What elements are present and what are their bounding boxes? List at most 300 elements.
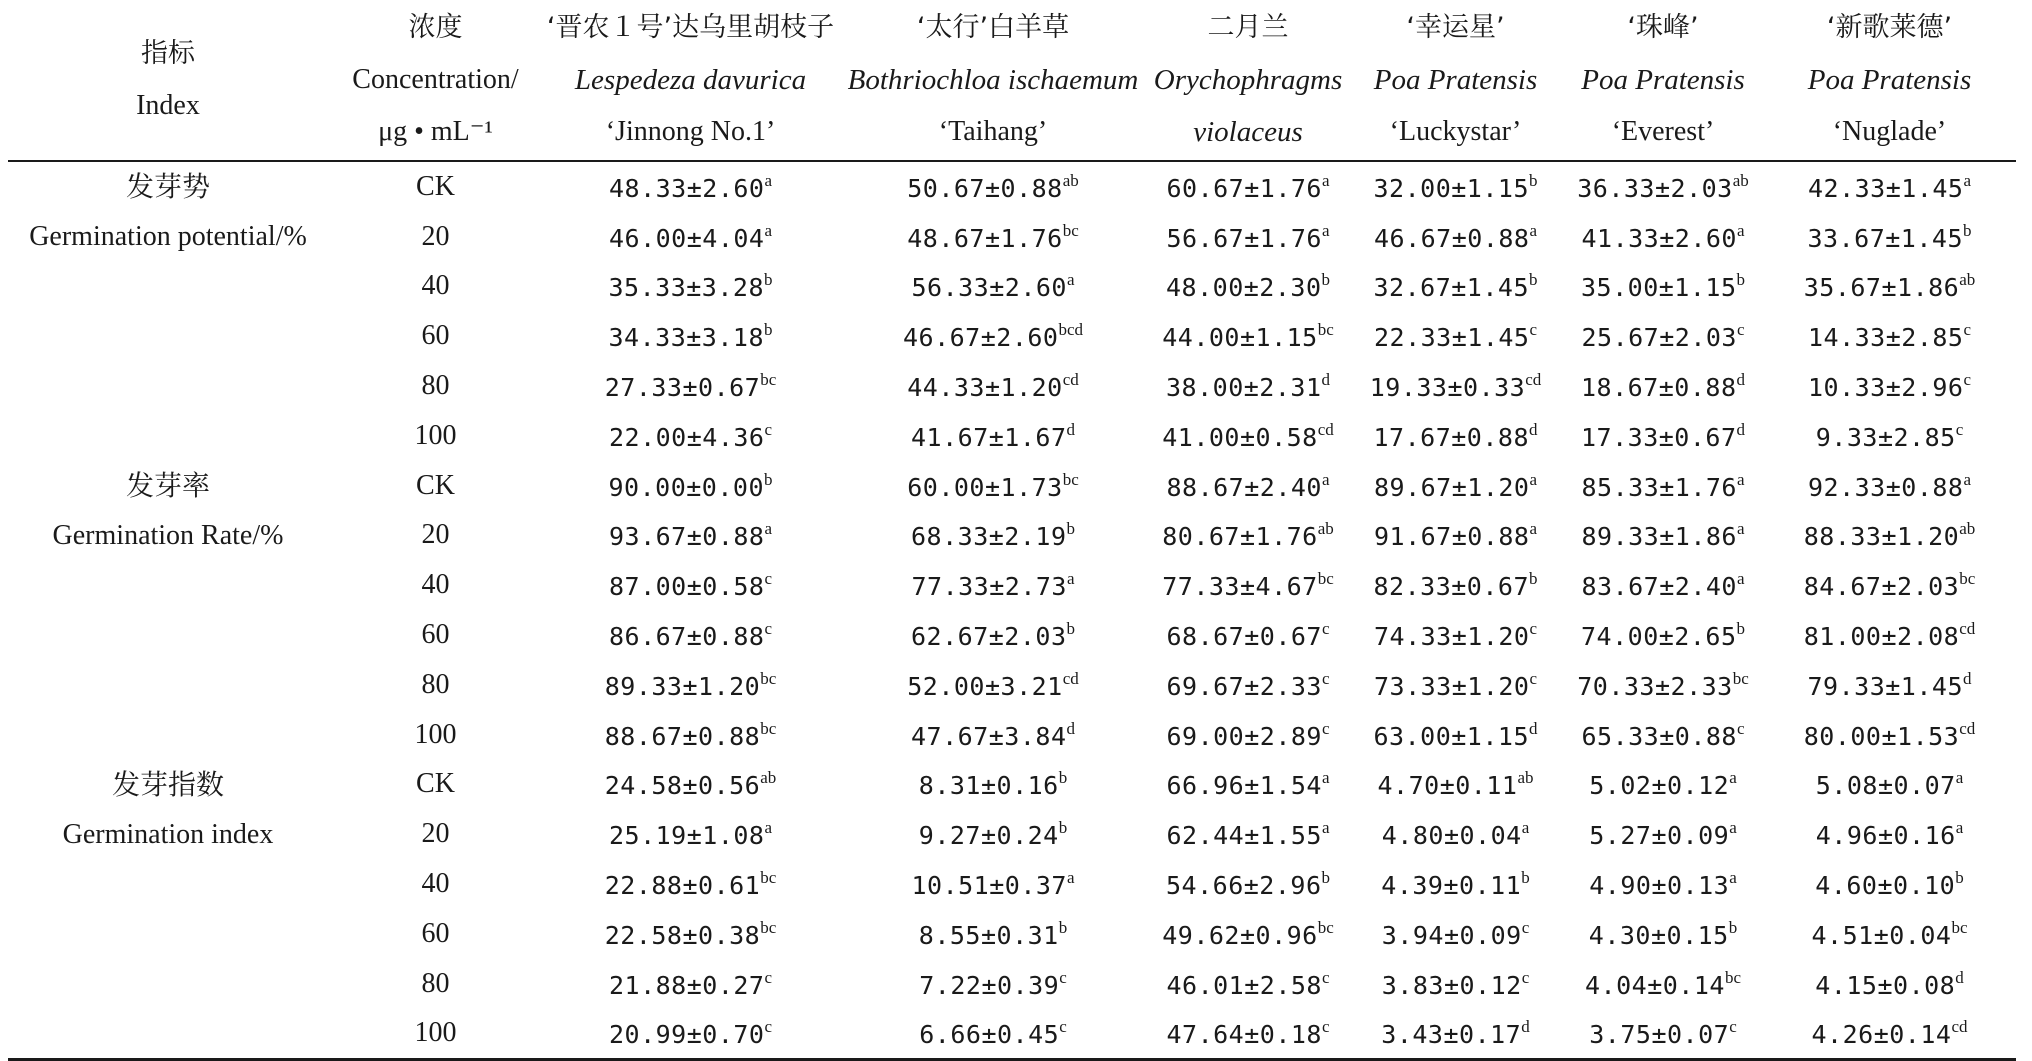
value-cell: [1348, 311, 1563, 361]
value-cell: [1348, 959, 1563, 1009]
value-cell: [1763, 760, 2016, 810]
mean-se-value: 89.67±1.20: [1373, 472, 1530, 502]
mean-se-value: 4.90±0.13: [1589, 871, 1730, 901]
significance-letter: c: [1321, 668, 1330, 688]
value-cell: [838, 859, 1148, 909]
value-cell: [1348, 1009, 1563, 1060]
mean-se-value: 44.33±1.20: [907, 373, 1063, 403]
value-cell: [1348, 161, 1563, 212]
significance-letter: c: [1521, 917, 1530, 937]
table-row: [8, 161, 2016, 212]
significance-letter: ab: [1959, 519, 1976, 539]
header-index-en: Index: [136, 90, 200, 121]
value-cell: [838, 361, 1148, 411]
concentration-cell: 40: [421, 868, 450, 900]
significance-letter: a: [1521, 818, 1530, 838]
mean-se-value: 89.33±1.20: [604, 671, 761, 701]
concentration-cell: 60: [421, 619, 450, 651]
mean-se-value: 47.64±0.18: [1166, 1020, 1322, 1050]
significance-letter: a: [1321, 469, 1330, 489]
value-cell: [543, 411, 838, 461]
table-row: [8, 760, 2016, 810]
header-concentration-en: Concentration/: [352, 64, 519, 95]
mean-se-value: 41.33±2.60: [1581, 223, 1737, 253]
mean-se-value: 79.33±1.45: [1807, 671, 1963, 701]
significance-letter: b: [1529, 170, 1538, 190]
mean-se-value: 91.67±0.88: [1373, 522, 1530, 552]
value-cell: [543, 660, 838, 710]
species-cultivar: ‘Taihang’: [938, 116, 1048, 147]
value-cell: [838, 212, 1148, 262]
concentration-cell: 20: [421, 519, 450, 551]
significance-letter: c: [1736, 320, 1745, 340]
species-cultivar: ‘Nuglade’: [1832, 116, 1947, 147]
value-cell: [838, 461, 1148, 511]
significance-letter: c: [764, 619, 773, 639]
mean-se-value: 46.67±2.60: [902, 323, 1059, 353]
value-cell: [543, 809, 838, 859]
value-cell: [838, 161, 1148, 212]
value-cell: [1763, 959, 2016, 1009]
value-cell: [1148, 511, 1348, 561]
index-label-en: Germination Rate/%: [52, 519, 284, 551]
concentration-cell: 60: [421, 917, 450, 949]
significance-letter: d: [1529, 718, 1538, 738]
significance-letter: a: [1729, 768, 1737, 788]
value-cell: [1563, 1009, 1763, 1060]
mean-se-value: 22.00±4.36: [608, 422, 765, 452]
significance-letter: b: [1963, 220, 1972, 240]
significance-letter: a: [1736, 469, 1745, 489]
mean-se-value: 88.33±1.20: [1803, 522, 1960, 552]
value-cell: [543, 1009, 838, 1060]
significance-letter: cd: [1525, 370, 1542, 390]
value-cell: [1563, 560, 1763, 610]
concentration-cell: 100: [414, 419, 457, 451]
value-cell: [1563, 461, 1763, 511]
mean-se-value: 10.33±2.96: [1807, 373, 1964, 403]
value-cell: [543, 859, 838, 909]
mean-se-value: 66.96±1.54: [1166, 771, 1322, 801]
significance-letter: d: [1963, 668, 1972, 688]
mean-se-value: 27.33±0.67: [604, 373, 761, 403]
value-cell: [1348, 760, 1563, 810]
mean-se-value: 4.30±0.15: [1588, 920, 1729, 950]
value-cell: [1563, 909, 1763, 959]
species-latin: Orychophragms: [1153, 64, 1343, 96]
mean-se-value: 93.67±0.88: [608, 522, 765, 552]
significance-letter: a: [1321, 768, 1330, 788]
value-cell: [1148, 710, 1348, 760]
significance-letter: c: [1529, 668, 1538, 688]
significance-letter: b: [1066, 619, 1075, 639]
significance-letter: bc: [1062, 220, 1079, 240]
value-cell: [1148, 859, 1348, 909]
significance-letter: bc: [1959, 569, 1976, 589]
value-cell: [1763, 1009, 2016, 1060]
significance-letter: ab: [1732, 170, 1749, 190]
mean-se-value: 4.26±0.14: [1811, 1020, 1952, 1050]
significance-letter: d: [1955, 967, 1964, 987]
value-cell: [1148, 760, 1348, 810]
mean-se-value: 9.27±0.24: [918, 821, 1059, 851]
value-cell: [838, 760, 1148, 810]
significance-letter: a: [1729, 868, 1737, 888]
header-species-3: [1148, 0, 1348, 161]
value-cell: [1563, 262, 1763, 312]
mean-se-value: 22.58±0.38: [604, 920, 761, 950]
significance-letter: bc: [760, 668, 777, 688]
significance-letter: a: [1321, 170, 1330, 190]
significance-letter: d: [1521, 1017, 1530, 1037]
species-latin: Bothriochloa ischaemum: [847, 64, 1139, 96]
header-concentration-zh: 浓度: [408, 12, 463, 43]
significance-letter: a: [764, 519, 773, 539]
significance-letter: b: [1058, 768, 1068, 788]
value-cell: [543, 212, 838, 262]
value-cell: [543, 560, 838, 610]
significance-letter: b: [1529, 270, 1538, 290]
value-cell: [543, 710, 838, 760]
index-label: [8, 161, 328, 461]
value-cell: [838, 710, 1148, 760]
significance-letter: c: [1321, 619, 1330, 639]
value-cell: [1148, 262, 1348, 312]
mean-se-value: 48.00±2.30: [1165, 273, 1322, 303]
mean-se-value: 62.67±2.03: [910, 622, 1067, 652]
significance-letter: cd: [1959, 718, 1976, 738]
value-cell: [543, 511, 838, 561]
value-cell: [838, 809, 1148, 859]
significance-letter: a: [1529, 220, 1538, 240]
mean-se-value: 60.67±1.76: [1166, 173, 1322, 203]
mean-se-value: 69.00±2.89: [1166, 721, 1322, 751]
significance-letter: cd: [1951, 1017, 1968, 1037]
mean-se-value: 35.67±1.86: [1803, 273, 1960, 303]
significance-letter: c: [1963, 320, 1972, 340]
value-cell: [1148, 959, 1348, 1009]
concentration-cell: CK: [416, 469, 455, 501]
value-cell: [1563, 511, 1763, 561]
value-cell: [1148, 411, 1348, 461]
index-label-en: Germination index: [62, 818, 274, 850]
mean-se-value: 35.33±3.28: [608, 273, 764, 303]
value-cell: [1763, 560, 2016, 610]
header-row: [8, 0, 2016, 161]
significance-letter: a: [1955, 818, 1964, 838]
value-cell: [543, 262, 838, 312]
value-cell: [1148, 361, 1348, 411]
significance-letter: c: [1729, 1017, 1737, 1037]
significance-letter: a: [1963, 170, 1972, 190]
significance-letter: c: [764, 419, 773, 439]
mean-se-value: 56.33±2.60: [911, 273, 1067, 303]
mean-se-value: 89.33±1.86: [1581, 522, 1737, 552]
mean-se-value: 70.33±2.33: [1577, 671, 1733, 701]
significance-letter: d: [1066, 718, 1075, 738]
species-cultivar: violaceus: [1193, 116, 1303, 148]
mean-se-value: 3.43±0.17: [1381, 1020, 1522, 1050]
mean-se-value: 9.33±2.85: [1815, 422, 1956, 452]
header-species-1: [543, 0, 838, 161]
mean-se-value: 17.67±0.88: [1373, 422, 1529, 452]
significance-letter: c: [764, 967, 773, 987]
value-cell: [1348, 909, 1563, 959]
index-label-zh: 发芽指数: [111, 767, 224, 801]
mean-se-value: 5.08±0.07: [1815, 771, 1956, 801]
significance-letter: bc: [1317, 569, 1334, 589]
value-cell: [1348, 560, 1563, 610]
mean-se-value: 19.33±0.33: [1369, 373, 1526, 403]
mean-se-value: 20.99±0.70: [608, 1020, 765, 1050]
mean-se-value: 68.67±0.67: [1166, 622, 1322, 652]
significance-letter: a: [1736, 519, 1745, 539]
value-cell: [1763, 511, 2016, 561]
mean-se-value: 46.01±2.58: [1166, 970, 1322, 1000]
significance-letter: ab: [1317, 519, 1334, 539]
table-header: [8, 0, 2016, 161]
value-cell: [1148, 161, 1348, 212]
value-cell: [1563, 710, 1763, 760]
significance-letter: a: [1066, 868, 1075, 888]
mean-se-value: 5.27±0.09: [1589, 821, 1730, 851]
significance-letter: c: [764, 1017, 773, 1037]
mean-se-value: 5.02±0.12: [1589, 771, 1730, 801]
mean-se-value: 54.66±2.96: [1165, 871, 1322, 901]
significance-letter: bc: [760, 917, 777, 937]
mean-se-value: 4.70±0.11: [1377, 771, 1518, 801]
mean-se-value: 48.33±2.60: [608, 173, 765, 203]
value-cell: [543, 461, 838, 511]
significance-letter: c: [1736, 718, 1745, 738]
mean-se-value: 86.67±0.88: [608, 622, 765, 652]
significance-letter: b: [1736, 270, 1745, 290]
mean-se-value: 3.94±0.09: [1381, 920, 1522, 950]
significance-letter: b: [1321, 868, 1330, 888]
value-cell: [1763, 710, 2016, 760]
mean-se-value: 4.96±0.16: [1815, 821, 1956, 851]
value-cell: [1763, 262, 2016, 312]
significance-letter: a: [1066, 270, 1075, 290]
significance-letter: b: [764, 270, 773, 290]
mean-se-value: 77.33±2.73: [911, 572, 1067, 602]
concentration-cell: 100: [414, 718, 457, 750]
value-cell: [1763, 161, 2016, 212]
significance-letter: a: [764, 220, 773, 240]
header-species-4: [1348, 0, 1563, 161]
significance-letter: ab: [1959, 270, 1976, 290]
value-cell: [1763, 660, 2016, 710]
header-species-6: [1763, 0, 2016, 161]
concentration-cell: 40: [421, 270, 450, 302]
value-cell: [1563, 760, 1763, 810]
mean-se-value: 52.00±3.21: [907, 671, 1063, 701]
significance-letter: a: [764, 170, 773, 190]
value-cell: [1563, 859, 1763, 909]
significance-letter: bc: [1732, 668, 1749, 688]
index-label-zh: 发芽率: [125, 468, 210, 502]
mean-se-value: 22.33±1.45: [1373, 323, 1530, 353]
value-cell: [1348, 262, 1563, 312]
mean-se-value: 21.88±0.27: [608, 970, 765, 1000]
significance-letter: bc: [760, 718, 777, 738]
value-cell: [1763, 411, 2016, 461]
significance-letter: a: [1736, 569, 1745, 589]
mean-se-value: 50.67±0.88: [907, 173, 1063, 203]
species-zh: ‘晋农１号’达乌里胡枝子: [546, 12, 835, 43]
significance-letter: a: [1729, 818, 1737, 838]
mean-se-value: 83.67±2.40: [1581, 572, 1737, 602]
significance-letter: a: [1963, 469, 1972, 489]
value-cell: [1348, 511, 1563, 561]
significance-letter: c: [764, 569, 773, 589]
mean-se-value: 4.51±0.04: [1811, 920, 1952, 950]
value-cell: [838, 511, 1148, 561]
mean-se-value: 88.67±0.88: [604, 721, 761, 751]
significance-letter: d: [1736, 370, 1745, 390]
significance-letter: bc: [1317, 320, 1334, 340]
value-cell: [838, 1009, 1148, 1060]
mean-se-value: 81.00±2.08: [1803, 622, 1960, 652]
value-cell: [543, 610, 838, 660]
mean-se-value: 85.33±1.76: [1581, 472, 1737, 502]
significance-letter: d: [1066, 419, 1075, 439]
species-cultivar: ‘Luckystar’: [1389, 116, 1522, 147]
significance-letter: ab: [1062, 170, 1079, 190]
value-cell: [1763, 361, 2016, 411]
species-zh: ‘珠峰’: [1627, 12, 1699, 43]
mean-se-value: 84.67±2.03: [1803, 572, 1960, 602]
significance-letter: b: [1058, 818, 1068, 838]
significance-letter: b: [1321, 270, 1330, 290]
value-cell: [1148, 610, 1348, 660]
mean-se-value: 3.75±0.07: [1589, 1020, 1730, 1050]
mean-se-value: 41.00±0.58: [1162, 422, 1318, 452]
concentration-cell: 40: [421, 569, 450, 601]
mean-se-value: 87.00±0.58: [608, 572, 765, 602]
mean-se-value: 80.67±1.76: [1162, 522, 1318, 552]
significance-letter: bc: [1724, 967, 1741, 987]
significance-letter: c: [1521, 967, 1530, 987]
index-label-zh: 发芽势: [125, 170, 210, 203]
significance-letter: a: [1066, 569, 1075, 589]
mean-se-value: 47.67±3.84: [910, 721, 1067, 751]
significance-letter: cd: [1062, 668, 1079, 688]
value-cell: [838, 610, 1148, 660]
value-cell: [1763, 859, 2016, 909]
mean-se-value: 4.39±0.11: [1381, 871, 1522, 901]
value-cell: [1763, 461, 2016, 511]
mean-se-value: 36.33±2.03: [1577, 173, 1733, 203]
significance-letter: cd: [1062, 370, 1079, 390]
value-cell: [1348, 610, 1563, 660]
mean-se-value: 60.00±1.73: [907, 472, 1063, 502]
mean-se-value: 32.67±1.45: [1373, 273, 1529, 303]
value-cell: [1563, 809, 1763, 859]
significance-letter: b: [1066, 519, 1075, 539]
value-cell: [543, 311, 838, 361]
value-cell: [1148, 212, 1348, 262]
mean-se-value: 25.67±2.03: [1581, 323, 1737, 353]
value-cell: [838, 560, 1148, 610]
value-cell: [1348, 461, 1563, 511]
header-species-5: [1563, 0, 1763, 161]
value-cell: [1148, 809, 1348, 859]
mean-se-value: 25.19±1.08: [608, 821, 765, 851]
value-cell: [543, 361, 838, 411]
value-cell: [1148, 660, 1348, 710]
value-cell: [838, 411, 1148, 461]
concentration-cell: CK: [416, 170, 455, 202]
significance-letter: c: [1529, 320, 1538, 340]
significance-letter: bc: [1951, 917, 1968, 937]
mean-se-value: 18.67±0.88: [1580, 373, 1737, 403]
significance-letter: b: [1955, 868, 1964, 888]
value-cell: [1563, 161, 1763, 212]
species-zh: ‘幸运星’: [1406, 12, 1505, 43]
concentration-cell: CK: [416, 768, 455, 800]
significance-letter: c: [1321, 967, 1330, 987]
concentration-cell: 80: [421, 967, 450, 999]
significance-letter: b: [1058, 917, 1068, 937]
significance-letter: ab: [760, 768, 777, 788]
mean-se-value: 41.67±1.67: [910, 422, 1067, 452]
value-cell: [1563, 212, 1763, 262]
significance-letter: c: [1059, 1017, 1067, 1037]
significance-letter: b: [1529, 569, 1538, 589]
value-cell: [543, 760, 838, 810]
mean-se-value: 4.04±0.14: [1584, 970, 1725, 1000]
value-cell: [1148, 311, 1348, 361]
index-label-en: Germination potential/%: [29, 221, 307, 252]
header-species-2: [838, 0, 1148, 161]
mean-se-value: 68.33±2.19: [910, 522, 1067, 552]
mean-se-value: 49.62±0.96: [1162, 920, 1318, 950]
significance-letter: bc: [760, 370, 777, 390]
mean-se-value: 8.31±0.16: [918, 771, 1059, 801]
mean-se-value: 3.83±0.12: [1381, 970, 1522, 1000]
species-latin: Poa Pratensis: [1373, 64, 1538, 96]
value-cell: [1348, 809, 1563, 859]
header-concentration: [328, 0, 543, 161]
value-cell: [1563, 610, 1763, 660]
germination-table: [8, 0, 2016, 1061]
species-cultivar: ‘Jinnong No.1’: [605, 116, 776, 147]
value-cell: [1563, 311, 1763, 361]
value-cell: [1348, 710, 1563, 760]
mean-se-value: 80.00±1.53: [1803, 721, 1960, 751]
concentration-cell: 80: [421, 370, 450, 402]
index-label: [8, 760, 328, 1060]
value-cell: [1563, 660, 1763, 710]
significance-letter: a: [1736, 220, 1745, 240]
value-cell: [838, 262, 1148, 312]
value-cell: [1148, 461, 1348, 511]
mean-se-value: 90.00±0.00: [608, 472, 764, 502]
significance-letter: b: [1736, 619, 1745, 639]
mean-se-value: 34.33±3.18: [608, 323, 764, 353]
significance-letter: bc: [1317, 917, 1334, 937]
mean-se-value: 56.67±1.76: [1166, 223, 1322, 253]
value-cell: [1763, 610, 2016, 660]
value-cell: [1348, 411, 1563, 461]
value-cell: [1763, 212, 2016, 262]
mean-se-value: 48.67±1.76: [907, 223, 1063, 253]
value-cell: [543, 909, 838, 959]
significance-letter: c: [1321, 1017, 1330, 1037]
mean-se-value: 4.60±0.10: [1815, 871, 1956, 901]
value-cell: [1763, 311, 2016, 361]
